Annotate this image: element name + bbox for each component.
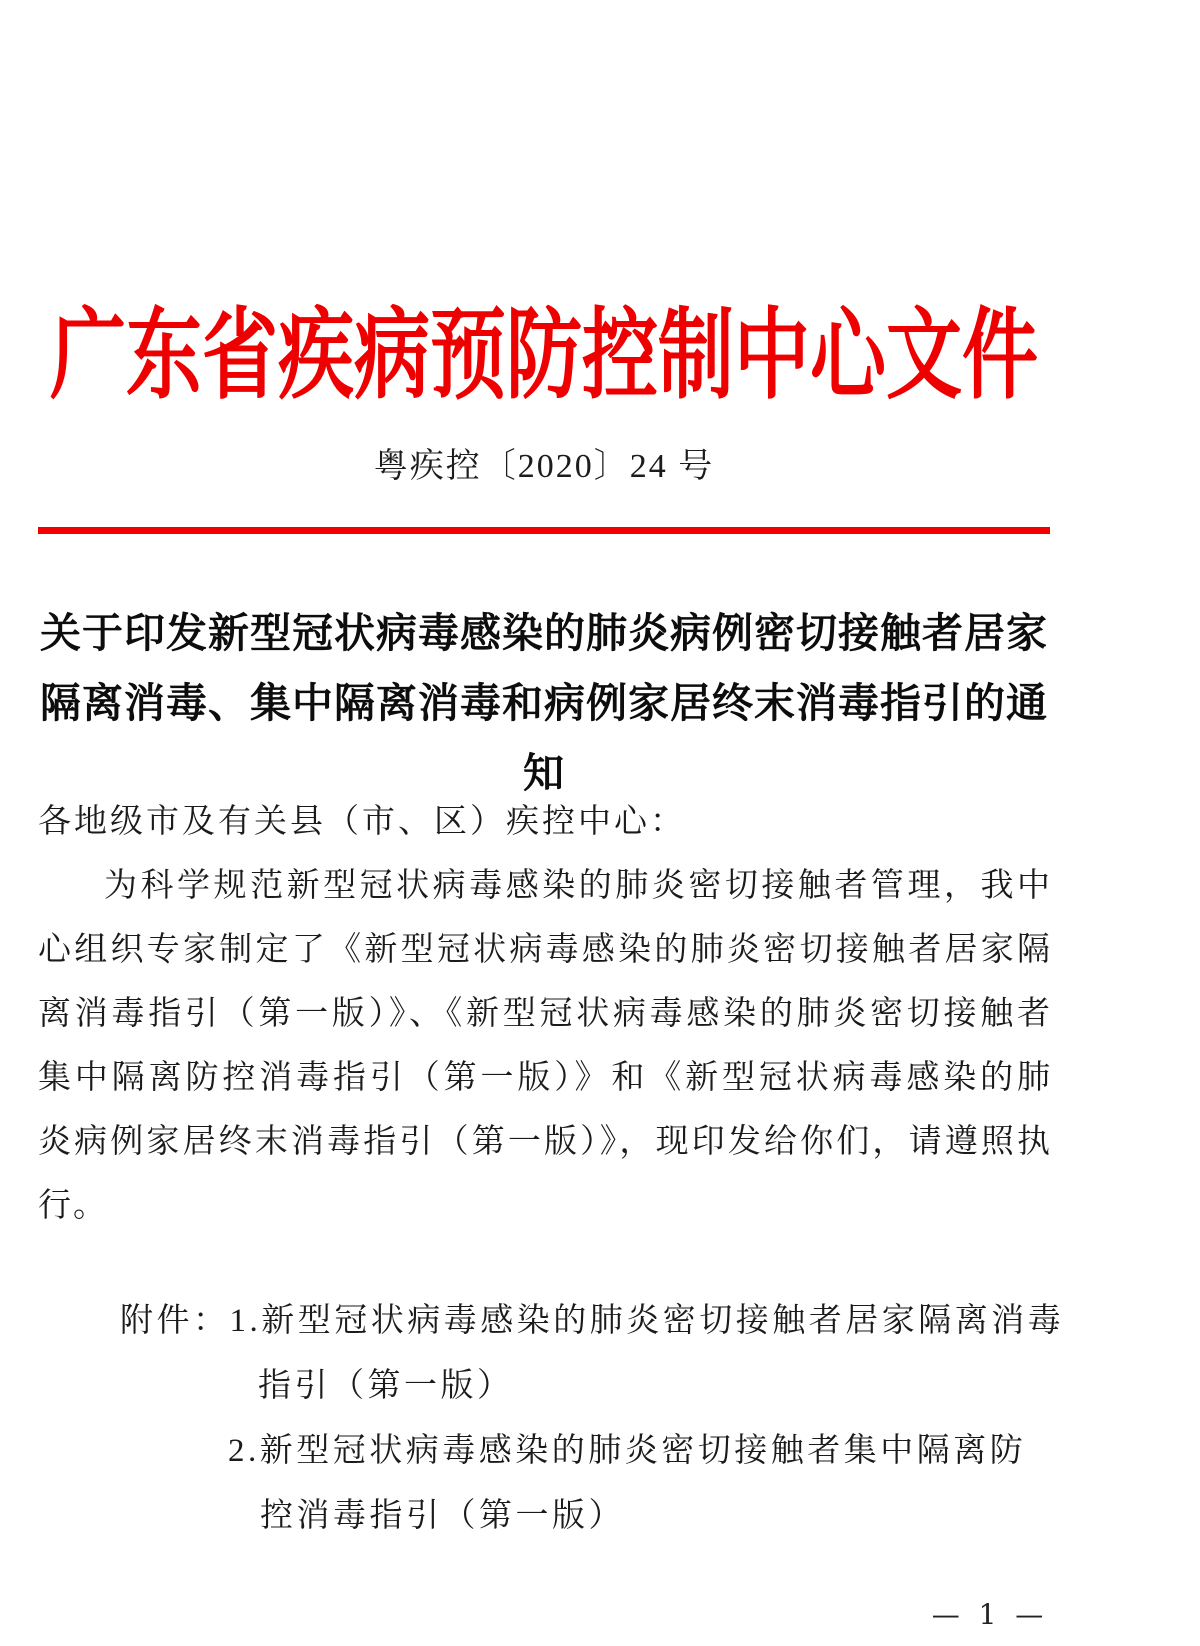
notice-title-line-2: 隔离消毒、集中隔离消毒和病例家居终末消毒指引的通知 [40, 680, 1048, 796]
paragraph-line: 炎病例家居终末消毒指引（第一版）》，现印发给你们，请遵照执 [38, 1124, 1050, 1160]
agency-title: 广东省疾病预防控制中心文件 [50, 302, 1038, 412]
attachment-line: 2.新型冠状病毒感染的肺炎密切接触者集中隔离防 [228, 1433, 1027, 1469]
body-text [38, 790, 1050, 1238]
red-separator-line [38, 527, 1050, 534]
paragraph-line: 心组织专家制定了《新型冠状病毒感染的肺炎密切接触者居家隔 [38, 932, 1050, 968]
notice-title-line-1: 关于印发新型冠状病毒感染的肺炎病例密切接触者居家 [40, 610, 1048, 656]
paragraph-line: 集中隔离防控消毒指引（第一版）》和《新型冠状病毒感染的肺 [38, 1060, 1050, 1096]
attachment-line: 指引（第一版） [258, 1368, 514, 1404]
attachments-list [38, 1289, 1065, 1549]
paragraph-line: 为科学规范新型冠状病毒感染的肺炎密切接触者管理，我中 [104, 868, 1050, 904]
doc-number: 粤疾控〔2020〕24 号 [373, 448, 715, 485]
attachment-line: 控消毒指引（第一版） [260, 1498, 625, 1534]
page-number: — 1 — [931, 1598, 1049, 1631]
content-column [38, 0, 1065, 1646]
attachment-line: 附件：1.新型冠状病毒感染的肺炎密切接触者居家隔离消毒 [120, 1303, 1065, 1339]
notice-title [38, 598, 1050, 808]
paragraph-line: 行。 [38, 1188, 108, 1224]
salutation: 各地级市及有关县（市、区）疾控中心： [38, 804, 686, 840]
paragraph-line: 离消毒指引（第一版）》、《新型冠状病毒感染的肺炎密切接触者 [38, 996, 1050, 1032]
